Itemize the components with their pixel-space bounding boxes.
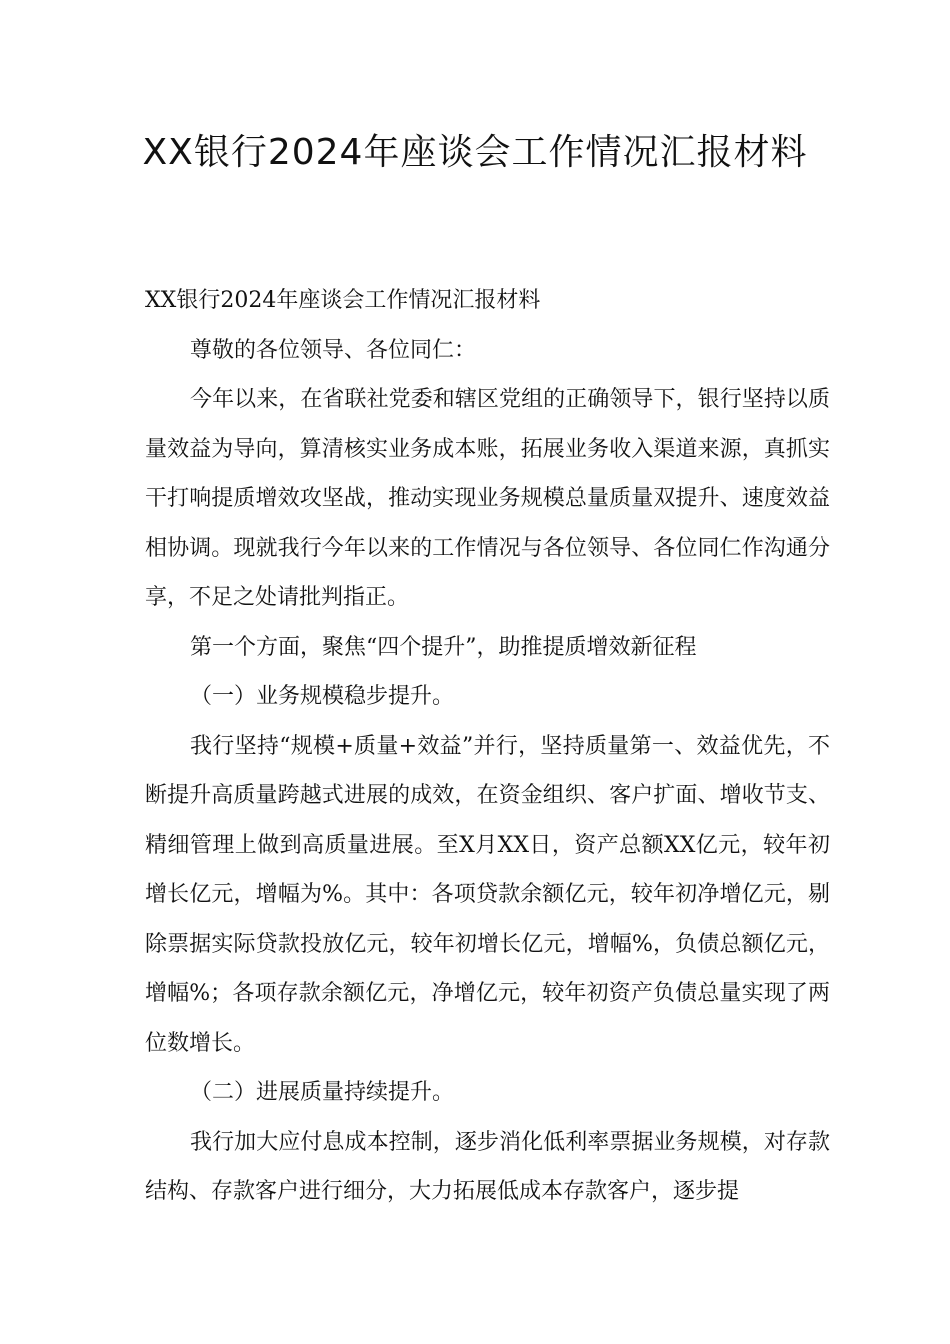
- paragraph-subsection-two-heading: （二）进展质量持续提升。: [190, 1080, 455, 1105]
- paragraph-intro: 今年以来，在省联社党委和辖区党组的正确领导下，银行坚持以质量效益为导向，算清核实业务成本账，拓展业务收入渠道来源，真抓实干打响提质增效攻坚战，推动实现业务规模总量质量双提升、速度效益相协调。现就我行今年以来的工作情况与各位领导、各位同仁作沟通分享，不足之处请批判指正。: [145, 387, 830, 610]
- paragraph-salutation: 尊敬的各位领导、各位同仁：: [190, 337, 477, 363]
- paragraph-quality-improvement: 我行加大应付息成本控制，逐步消化低利率票据业务规模，对存款结构、存款客户进行细分，大力拓展低成本存款客户，逐步提: [145, 1129, 830, 1204]
- document-body: [145, 276, 830, 1217]
- paragraph-business-scale: 我行坚持“规模+质量+效益”并行，坚持质量第一、效益优先，不断提升高质量跨越式进展的成效，在资金组织、客户扩面、增收节支、精细管理上做到高质量进展。至X月XX日，资产总额XX亿元，较年初增长亿元，增幅为%。其中：各项贷款余额亿元，较年初净增亿元，剔除票据实际贷款投放亿元，较年初增长亿元，增幅%，负债总额亿元，增幅%；各项存款余额亿元，净增亿元，较年初资产负债总量实现了两位数增长。: [145, 733, 830, 1056]
- paragraph-subsection-one-heading: （一）业务规模稳步提升。: [190, 684, 455, 709]
- document-title: XX银行2024年座谈会工作情况汇报材料: [142, 132, 808, 173]
- paragraph-section-one-heading: 第一个方面，聚焦“四个提升”，助推提质增效新征程: [190, 634, 697, 660]
- paragraph-heading-repeat: XX银行2024年座谈会工作情况汇报材料: [145, 288, 541, 313]
